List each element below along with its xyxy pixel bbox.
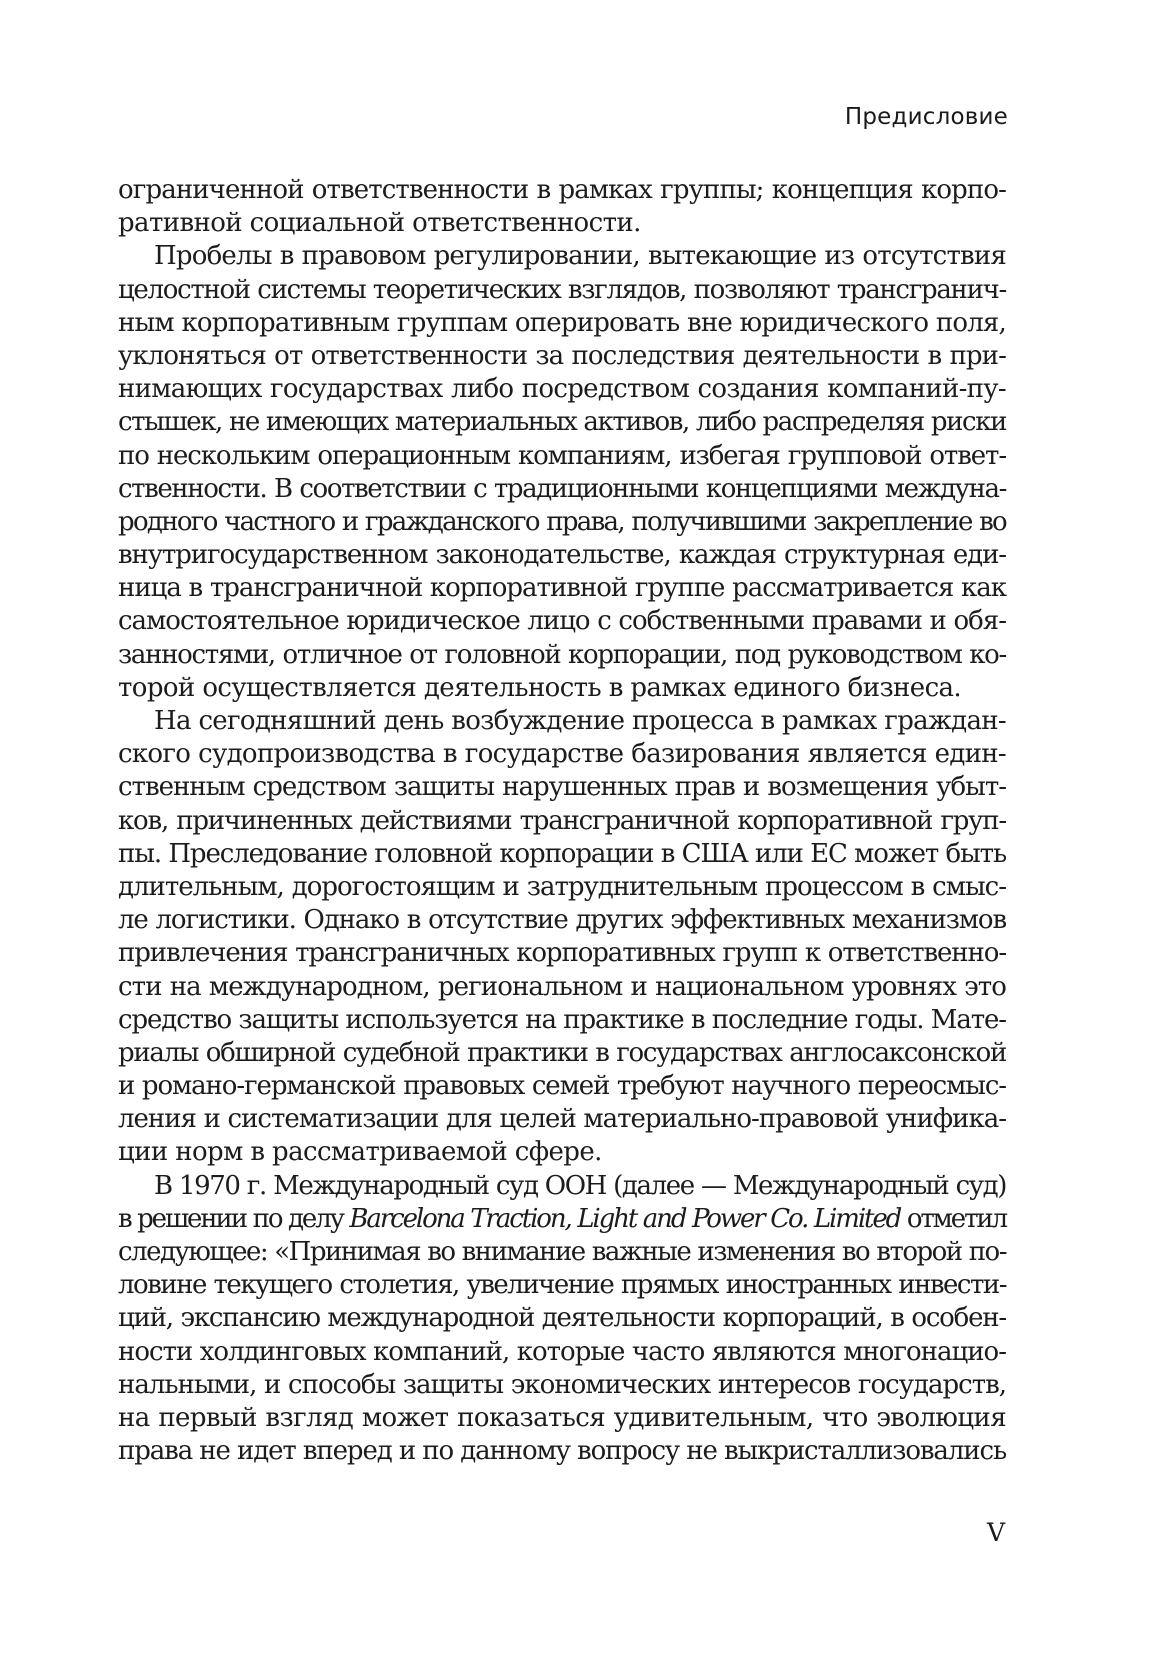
text-line: ница в трансграничной корпоративной группе рассматривается как: [118, 573, 1006, 604]
text-line: и романо-германской правовых семей требуют научного переосмыс-: [118, 1071, 1006, 1102]
text-line: ративной социальной ответственности.: [118, 208, 641, 239]
text-line-with-case-name: [118, 1203, 1006, 1236]
text-line: ственным средством защиты нарушенных прав и возмещения убыт-: [118, 772, 1006, 803]
case-name-italic: Barcelona Traction, Light and Power Co. Limited: [349, 1203, 901, 1234]
text-line: Пробелы в правовом регулировании, вытекающие из отсутствия: [154, 241, 1006, 272]
text-line: нимающих государствах либо посредством создания компаний-пу-: [118, 374, 1006, 405]
text-line: пы. Преследование головной корпорации в США или ЕС может быть: [118, 838, 1006, 869]
text-line: ции норм в рассматриваемой сфере.: [118, 1137, 602, 1168]
text-line: на первый взгляд может показаться удивительным, что эволюция: [118, 1402, 1006, 1433]
text-line: целостной системы теоретических взглядов, позволяют трансгранич-: [118, 274, 1006, 305]
text-line: родного частного и гражданского права, получившими закрепление во: [118, 506, 1006, 537]
text-line: длительным, дорогостоящим и затруднительным процессом в смыс-: [118, 871, 1006, 902]
text-line: торой осуществляется деятельность в рамках единого бизнеса.: [118, 672, 962, 703]
text-line: сти на международном, региональном и национальном уровнях это: [118, 971, 1006, 1002]
text-line: уклоняться от ответственности за последствия деятельности в при-: [118, 340, 1006, 371]
text-line: ограниченной ответственности в рамках группы; концепция корпо-: [118, 175, 1006, 205]
text-line: нальными, и способы защиты экономических интересов государств,: [118, 1369, 1006, 1400]
text-line: ловине текущего столетия, увеличение прямых иностранных инвести-: [118, 1270, 1006, 1301]
page-number: V: [986, 1518, 1005, 1547]
text-line: ле логистики. Однако в отсутствие других эффективных механизмов: [118, 905, 1006, 936]
text-fragment: в решении по делу: [118, 1203, 350, 1234]
text-line: внутригосударственном законодательстве, каждая структурная еди-: [118, 540, 1006, 571]
text-line: ков, причиненных действиями трансграничной корпоративной груп-: [118, 805, 1006, 836]
running-head: Предисловие: [844, 104, 1008, 130]
text-line: риалы обширной судебной практики в государствах англосаксонской: [118, 1037, 1006, 1068]
text-line: стышек, не имеющих материальных активов, либо распределяя риски: [118, 407, 1006, 438]
text-line: ным корпоративным группам оперировать вне юридического поля,: [118, 307, 1006, 338]
text-line: ций, экспансию международной деятельности корпораций, в особен-: [118, 1303, 1006, 1334]
text-line: средство защиты используется на практике в последние годы. Мате-: [118, 1004, 1006, 1035]
text-line: привлечения трансграничных корпоративных групп к ответственно-: [118, 938, 1006, 969]
text-line: права не идет вперед и по данному вопросу не выкристаллизовались: [118, 1436, 1006, 1467]
text-line: самостоятельное юридическое лицо с собственными правами и обя-: [118, 606, 1006, 637]
text-line: по нескольким операционным компаниям, избегая групповой ответ-: [118, 440, 1006, 471]
text-line: ского судопроизводства в государстве базирования является един-: [118, 739, 1006, 770]
text-line: В 1970 г. Международный суд ООН (далее — Международный суд): [154, 1170, 1006, 1201]
body-text: [118, 174, 1006, 1468]
text-line: следующее: «Принимая во внимание важные изменения во второй по-: [118, 1237, 1006, 1267]
text-line: ности холдинговых компаний, которые часто являются многонацио-: [118, 1336, 1006, 1367]
text-fragment: отметил: [900, 1203, 1006, 1234]
text-line: ления и систематизации для целей материально-правовой унифика-: [118, 1104, 1006, 1135]
text-line: занностями, отличное от головной корпорации, под руководством ко-: [118, 639, 1006, 670]
text-line: ственности. В соответствии с традиционными концепциями междуна-: [118, 473, 1006, 504]
text-line: На сегодняшний день возбуждение процесса в рамках граждан-: [154, 706, 1006, 736]
